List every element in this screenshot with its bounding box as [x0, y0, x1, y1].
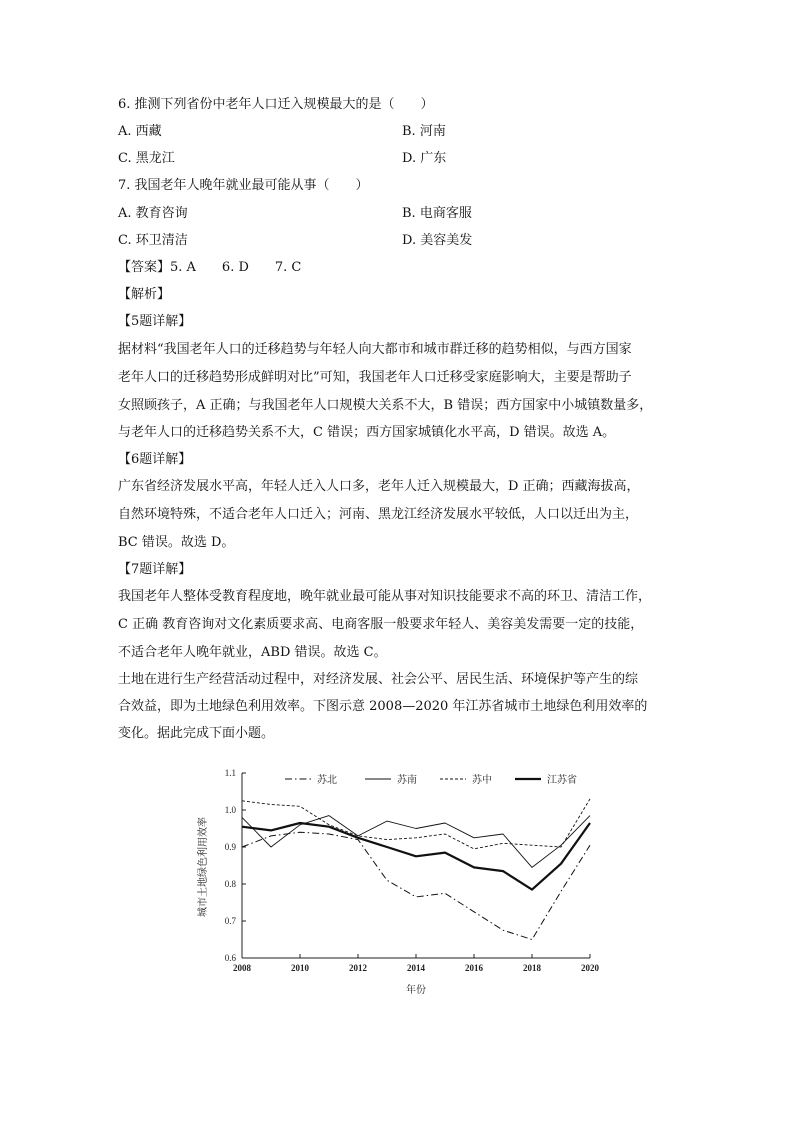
legend-label: 苏北: [317, 775, 337, 786]
q6-text-line: 自然环境特殊，不适合老年人口迁入；河南、黑龙江经济发展水平较低，人口以迁出为主，: [118, 507, 639, 522]
legend-label: 苏南: [397, 775, 417, 786]
q7-option-c: C. 环卫清洁: [118, 233, 188, 248]
q6-option-c: C. 黑龙江: [118, 151, 175, 166]
legend-label: 苏中: [472, 775, 492, 786]
q6-text-line: BC 错误。故选 D。: [118, 535, 235, 550]
x-tick-label: 2014: [407, 963, 425, 973]
q7-option-a: A. 教育咨询: [118, 206, 188, 221]
x-tick-label: 2018: [523, 963, 541, 973]
q7-option-d: D. 美容美发: [402, 233, 473, 248]
y-tick-label: 0.7: [224, 916, 236, 926]
analysis-heading: 【解析】: [118, 287, 171, 302]
intro-text-line: 变化。据此完成下面小题。: [118, 726, 275, 741]
q5-heading: 【5题详解】: [118, 314, 192, 329]
y-tick-label: 1.1: [224, 768, 236, 778]
q6-text-line: 广东省经济发展水平高，年轻人迁入人口多，老年人迁入规模最大，D 正确；西藏海拔高，: [118, 479, 640, 494]
efficiency-line-chart: [190, 755, 610, 1000]
x-tick-label: 2020: [581, 963, 599, 973]
q7-text-line: C 正确 教育咨询对文化素质要求高、电商客服一般要求年轻人、美容美发需要一定的技能，: [118, 617, 644, 632]
q7-stem: 7. 我国老年人晚年就业最可能从事（ ）: [118, 178, 369, 193]
q7-option-b: B. 电商客服: [402, 206, 472, 221]
y-tick-label: 0.6: [224, 953, 236, 963]
q6-stem: 6. 推测下列省份中老年人口迁入规模最大的是（ ）: [118, 97, 434, 112]
q5-text-line: 与老年人口的迁移趋势关系不大，C 错误；西方国家城镇化水平高，D 错误。故选 A。: [118, 425, 616, 440]
x-axis-label: 年份: [406, 985, 426, 996]
x-tick-label: 2016: [465, 963, 483, 973]
q5-text-line: 老年人口的迁移趋势形成鲜明对比”可知，我国老年人口迁移受家庭影响大，主要是帮助子: [118, 370, 632, 385]
y-axis-label: 城市土地绿色利用效率: [198, 817, 209, 917]
x-tick-label: 2010: [291, 963, 309, 973]
q7-text-line: 不适合老年人晚年就业，ABD 错误。故选 C。: [118, 645, 387, 660]
answer-line: 【答案】5. A 6. D 7. C: [118, 260, 302, 275]
y-tick-label: 1.0: [224, 805, 236, 815]
x-tick-label: 2008: [233, 963, 251, 973]
q6-option-a: A. 西藏: [118, 124, 162, 139]
q7-text-line: 我国老年人整体受教育程度地，晚年就业最可能从事对知识技能要求不高的环卫、清洁工作，: [118, 589, 652, 604]
q5-text-line: 女照顾孩子，A 正确；与我国老年人口规模大关系不大，B 错误；西方国家中小城镇数量多，: [118, 398, 653, 413]
q6-heading: 【6题详解】: [118, 452, 192, 467]
legend-label: 江苏省: [547, 775, 577, 786]
y-tick-label: 0.9: [224, 842, 236, 852]
intro-text-line: 合效益，即为土地绿色利用效率。下图示意 2008—2020 年江苏省城市土地绿色利用效率的: [118, 699, 648, 714]
q6-option-d: D. 广东: [402, 151, 447, 166]
intro-text-line: 土地在进行生产经营活动过程中，对经济发展、社会公平、居民生活、环境保护等产生的综: [118, 672, 639, 687]
q6-option-b: B. 河南: [402, 124, 446, 139]
y-tick-label: 0.8: [224, 879, 236, 889]
q5-text-line: 据材料“我国老年人口的迁移趋势与年轻人向大都市和城市群迁移的趋势相似，与西方国家: [118, 342, 632, 357]
q7-heading: 【7题详解】: [118, 562, 192, 577]
x-tick-label: 2012: [349, 963, 367, 973]
